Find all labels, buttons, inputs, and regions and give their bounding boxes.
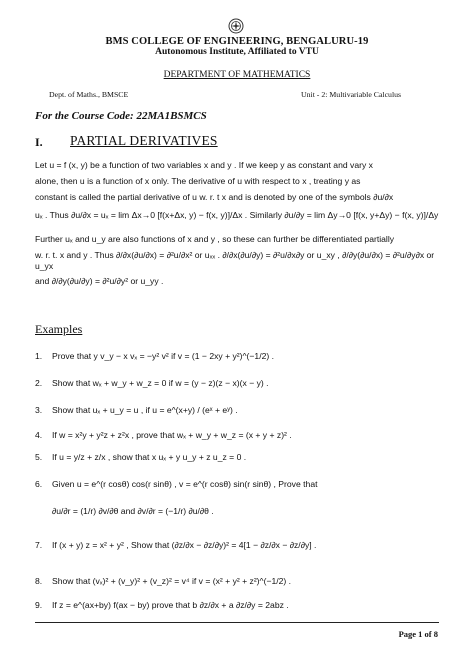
- page-number: Page 1 of 8: [398, 629, 438, 639]
- example-6: [35, 479, 445, 489]
- example-text: Prove that y v_y − x vₓ = −y² v² if v = (1 − 2xy + y²)^(−1/2) .: [52, 351, 275, 361]
- course-code: For the Course Code: 22MA1BSMCS: [35, 110, 207, 122]
- college-name: BMS COLLEGE OF ENGINEERING, BENGALURU-19: [105, 36, 369, 47]
- example-number: 6.: [35, 479, 43, 489]
- paragraph-definition: [35, 160, 439, 232]
- example-text: If z = e^(ax+by) f(ax − by) prove that b ∂z/∂x + a ∂z/∂y = 2abz .: [52, 600, 289, 610]
- example-text: Show that uₓ + u_y = u , if u = e^(x+y) / (eˣ + eʸ) .: [52, 405, 238, 415]
- example-text: If (x + y) z = x² + y² , Show that (∂z/∂x − ∂z/∂y)² = 4[1 − ∂z/∂x − ∂z/∂y] .: [52, 540, 317, 550]
- unit-label: Unit - 2: Multivariable Calculus: [301, 90, 402, 99]
- section-title: PARTIAL DERIVATIVES: [70, 133, 218, 148]
- example-text: Given u = e^(r cosθ) cos(r sinθ) , v = e^(r cosθ) sin(r sinθ) , Prove that: [52, 479, 318, 489]
- paragraph-higher-order: [35, 234, 439, 298]
- institute-subtitle: Autonomous Institute, Affiliated to VTU: [155, 47, 319, 57]
- para1-line4: uₓ . Thus ∂u/∂x = uₓ = lim Δx→0 [f(x+Δx, y) − f(x, y)]/Δx . Similarly ∂u/∂y = lim Δy→0 [f(x, y+Δy) − f(x, y)]/Δy: [35, 210, 439, 220]
- example-6-continued: [35, 506, 445, 516]
- footer-divider: [35, 622, 439, 623]
- para2-line2: w. r. t. x and y . Thus ∂/∂x(∂u/∂x) = ∂²u/∂x² or uₓₓ . ∂/∂x(∂u/∂y) = ∂²u/∂x∂y or u_xy , ∂/∂y(∂u/∂x) = ∂²u/∂y∂x or u_yx: [35, 250, 435, 271]
- example-number: 5.: [35, 452, 43, 462]
- para2-line3: and ∂/∂y(∂u/∂y) = ∂²u/∂y² or u_yy .: [35, 276, 164, 286]
- example-2: [35, 378, 445, 388]
- example-number: 2.: [35, 378, 43, 388]
- example-text: If u = y/z + z/x , show that x uₓ + y u_y + z u_z = 0 .: [52, 452, 247, 462]
- example-text: ∂u/∂r = (1/r) ∂v/∂θ and ∂v/∂r = (−1/r) ∂u/∂θ .: [52, 506, 214, 516]
- example-text: Show that wₓ + w_y + w_z = 0 if w = (y − z)(z − x)(x − y) .: [52, 378, 269, 388]
- para1-line3: constant is called the partial derivative of u w. r. t x and is denoted by one of the symbols ∂u/∂x: [35, 192, 394, 202]
- example-number: 4.: [35, 430, 43, 440]
- example-3: [35, 405, 445, 415]
- department-title: DEPARTMENT OF MATHEMATICS: [163, 70, 311, 80]
- examples-heading: Examples: [35, 322, 83, 336]
- para1-line2: alone, then u is a function of x only. The derivative of u with respect to x , treating y as: [35, 176, 361, 186]
- example-7: [35, 540, 445, 550]
- para1-line1: Let u = f (x, y) be a function of two variables x and y . If we keep y as constant and vary x: [35, 160, 373, 170]
- dept-label: Dept. of Maths., BMSCE: [49, 90, 129, 99]
- para2-line1: Further uₓ and u_y are also functions of x and y , so these can further be differentiated partially: [35, 234, 395, 244]
- example-4: [35, 430, 445, 440]
- section-number: I.: [35, 135, 43, 149]
- example-number: 9.: [35, 600, 43, 610]
- example-number: 3.: [35, 405, 43, 415]
- example-text: If w = x²y + y²z + z²x , prove that wₓ + w_y + w_z = (x + y + z)² .: [52, 430, 292, 440]
- example-text: Show that (vₓ)² + (v_y)² + (v_z)² = v⁴ if v = (x² + y² + z²)^(−1/2) .: [52, 576, 292, 586]
- example-8: [35, 576, 445, 586]
- example-number: 8.: [35, 576, 43, 586]
- example-9: [35, 600, 445, 610]
- example-5: [35, 452, 445, 462]
- example-1: [35, 351, 445, 361]
- example-number: 1.: [35, 351, 43, 361]
- example-number: 7.: [35, 540, 43, 550]
- college-logo: [228, 18, 244, 34]
